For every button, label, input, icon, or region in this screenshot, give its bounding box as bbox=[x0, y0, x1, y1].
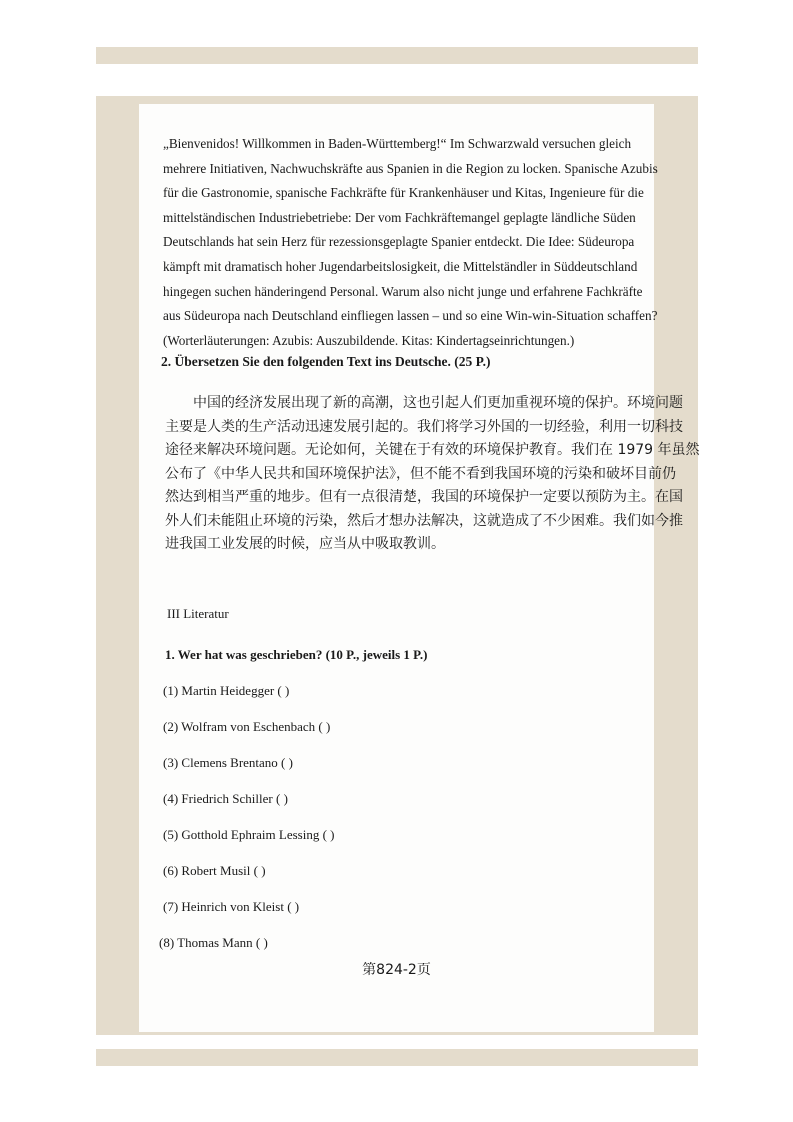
author-item: (7) Heinrich von Kleist ( ) bbox=[163, 899, 300, 914]
text-line: aus Südeuropa nach Deutschland einfliegen lassen – und so eine Win-win-Situation schaffen? bbox=[163, 308, 658, 324]
author-item: (4) Friedrich Schiller ( ) bbox=[163, 791, 288, 806]
text-line: Deutschlands hat sein Herz für rezessionsgeplagte Spanier entdeckt. Die Idee: Südeuropa bbox=[163, 234, 635, 250]
text-line: für die Gastronomie, spanische Fachkräfte für Krankenhäuser und Kitas, Ingenieure für die bbox=[163, 185, 644, 201]
section3-heading: III Literatur bbox=[167, 606, 229, 621]
text-line: mehrere Initiativen, Nachwuchskräfte aus Spanien in die Region zu locken. Spanische Azubis bbox=[163, 160, 658, 176]
text-line: (Worterläuterungen: Azubis: Auszubildende. Kitas: Kindertagseinrichtungen.) bbox=[163, 332, 575, 348]
task2-heading: 2. Übersetzen Sie den folgenden Text ins Deutsche. (25 P.) bbox=[161, 354, 491, 369]
page-number: 第824-2页 bbox=[362, 962, 431, 978]
text-line: 中国的经济发展出现了新的高潮，这也引起人们更加重视环境的保护。环境问题 bbox=[193, 395, 683, 411]
text-line: 外人们未能阻止环境的污染，然后才想办法解决，这就造成了不少困难。我们如今推 bbox=[165, 512, 683, 529]
bottom-border-band bbox=[96, 1049, 698, 1066]
top-border-band bbox=[96, 47, 698, 64]
text-line: kämpft mit dramatisch hoher Jugendarbeitslosigkeit, die Mittelständler in Süddeutschland bbox=[163, 258, 638, 274]
chinese-paragraph bbox=[165, 392, 700, 557]
question1-heading: 1. Wer hat was geschrieben? (10 P., jeweils 1 P.) bbox=[165, 647, 428, 662]
author-item: (6) Robert Musil ( ) bbox=[163, 863, 266, 878]
author-item: (2) Wolfram von Eschenbach ( ) bbox=[163, 719, 331, 734]
author-item: (1) Martin Heidegger ( ) bbox=[163, 683, 290, 698]
text-line: 主要是人类的生产活动迅速发展引起的。我们将学习外国的一切经验，利用一切科技 bbox=[165, 418, 683, 435]
text-line: 进我国工业发展的时候，应当从中吸取教训。 bbox=[165, 536, 445, 552]
text-line: 途径来解决环境问题。无论如何，关键在于有效的环境保护教育。我们在 1979 年虽然 bbox=[165, 442, 700, 458]
text-line: 公布了《中华人民共和国环境保护法》，但不能不看到我国环境的污染和破坏目前仍 bbox=[165, 465, 676, 482]
text-line: mittelständischen Industriebetriebe: Der vom Fachkräftemangel geplagte ländliche Süden bbox=[163, 209, 636, 225]
author-item: (5) Gotthold Ephraim Lessing ( ) bbox=[163, 827, 335, 842]
german-paragraph bbox=[163, 132, 658, 353]
text-line: hingegen suchen händeringend Personal. Warum also nicht junge und erfahrene Fachkräfte bbox=[163, 283, 643, 299]
author-item: (3) Clemens Brentano ( ) bbox=[163, 755, 293, 770]
document-page bbox=[139, 104, 700, 1032]
author-item: (8) Thomas Mann ( ) bbox=[159, 935, 268, 950]
text-line: 然达到相当严重的地步。但有一点很清楚，我国的环境保护一定要以预防为主。在国 bbox=[165, 489, 683, 505]
text-line: „Bienvenidos! Willkommen in Baden-Württemberg!“ Im Schwarzwald versuchen gleich bbox=[163, 136, 632, 151]
